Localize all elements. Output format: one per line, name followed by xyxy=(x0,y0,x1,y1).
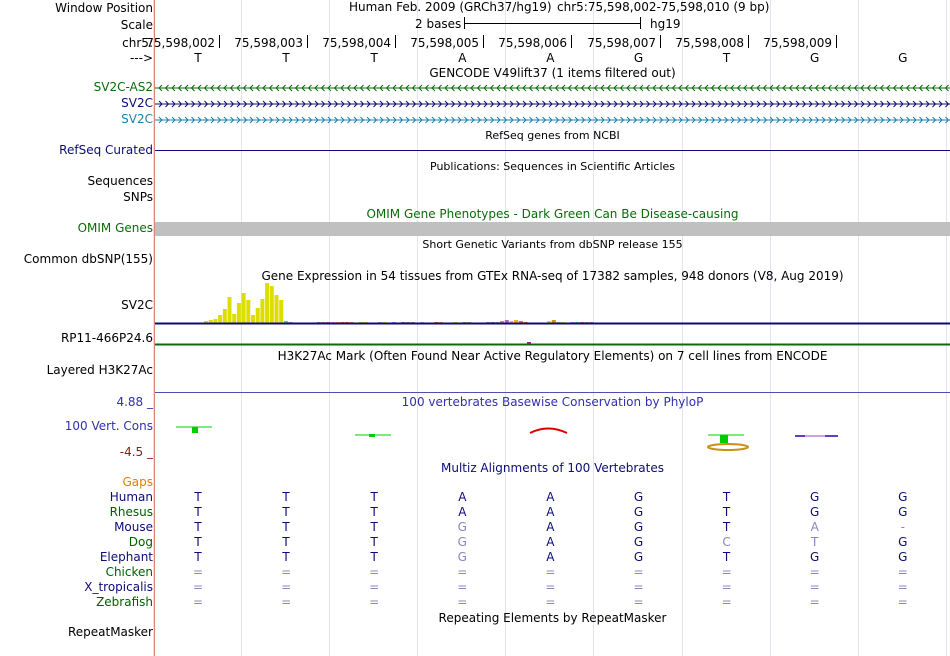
repeatmasker-track-title[interactable]: Repeating Elements by RepeatMasker xyxy=(438,611,667,625)
multiz-base: = xyxy=(809,565,820,579)
position-readout: chr5:75,598,002-75,598,010 (9 bp) xyxy=(557,0,770,14)
refseq-label[interactable]: RefSeq Curated xyxy=(59,143,153,157)
multiz-base: G xyxy=(898,535,908,549)
omim-label[interactable]: OMIM Genes xyxy=(77,221,153,235)
multiz-base: = xyxy=(369,595,380,609)
reference-base: T xyxy=(722,51,731,65)
multiz-base: G xyxy=(633,520,644,534)
ruler-tick xyxy=(660,35,661,48)
gtex-tissue-bar[interactable] xyxy=(270,286,274,323)
multiz-base: A xyxy=(546,535,555,549)
dbsnp-label[interactable]: Common dbSNP(155) xyxy=(23,252,153,266)
ruler-tick-label: 75,598,004 xyxy=(322,36,391,50)
phylop-track-title[interactable]: 100 vertebrates Basewise Conservation by PhyloP xyxy=(401,395,704,409)
ruler-tick xyxy=(748,35,749,48)
multiz-base: G xyxy=(898,550,908,564)
multiz-base: G xyxy=(633,535,644,549)
gtex-tissue-bar[interactable] xyxy=(223,309,227,323)
multiz-base: = xyxy=(192,595,204,609)
multiz-base: A xyxy=(546,505,555,519)
ruler-tick xyxy=(219,35,220,48)
multiz-base: = xyxy=(369,580,380,594)
gencode-gene-features[interactable] xyxy=(155,80,950,128)
ruler-tick xyxy=(395,35,396,48)
chrom-label: chr5: xyxy=(122,36,153,50)
phylop-min-label: -4.5 _ xyxy=(119,445,153,459)
publications-sequences-label[interactable]: Sequences xyxy=(87,174,153,188)
reference-base: T xyxy=(194,51,202,65)
gtex-track-title[interactable]: Gene Expression in 54 tissues from GTEx RNA-seq of 17382 samples, 948 donors (V8, Aug 2019) xyxy=(261,269,844,283)
h3k27ac-track-title[interactable]: H3K27Ac Mark (Often Found Near Active Regulatory Elements) on 7 cell lines from ENCODE xyxy=(277,349,828,363)
gtex-tissue-bar[interactable] xyxy=(228,297,232,323)
multiz-base: T xyxy=(282,535,290,549)
multiz-base: C xyxy=(722,535,731,549)
base-gridline xyxy=(153,0,154,656)
multiz-base: = xyxy=(897,595,908,609)
reference-base: T xyxy=(282,51,290,65)
repeatmasker-label[interactable]: RepeatMasker xyxy=(67,625,153,639)
reference-base: G xyxy=(633,51,644,65)
multiz-base: G xyxy=(810,490,820,504)
reference-base: A xyxy=(546,51,555,65)
multiz-base: A xyxy=(458,505,467,519)
multiz-base: = xyxy=(281,565,292,579)
multiz-base: G xyxy=(633,505,644,519)
multiz-base: = xyxy=(281,595,292,609)
reference-base: G xyxy=(810,51,820,65)
multiz-base: = xyxy=(809,580,820,594)
multiz-base: T xyxy=(722,520,731,534)
gtex-tissue-bar[interactable] xyxy=(232,314,236,323)
gtex-tissue-bar[interactable] xyxy=(279,300,283,323)
multiz-base: T xyxy=(194,505,202,519)
gtex-tissue-bar[interactable] xyxy=(242,293,246,323)
multiz-base: - xyxy=(900,520,905,534)
multiz-base: T xyxy=(370,490,378,504)
multiz-species-label[interactable]: Dog xyxy=(128,535,153,549)
multiz-base: G xyxy=(810,550,820,564)
ruler-tick xyxy=(307,35,308,48)
multiz-base: G xyxy=(633,490,644,504)
multiz-base: = xyxy=(809,595,820,609)
gtex-tissue-bar[interactable] xyxy=(275,295,279,323)
reference-base: G xyxy=(898,51,908,65)
gtex-tissue-bar[interactable] xyxy=(218,315,222,323)
multiz-base: = xyxy=(721,595,732,609)
multiz-base: T xyxy=(722,490,731,504)
multiz-base: G xyxy=(810,505,820,519)
gtex-sv2c-label[interactable]: SV2C xyxy=(121,298,153,312)
multiz-track-title[interactable]: Multiz Alignments of 100 Vertebrates xyxy=(440,461,665,475)
multiz-base: = xyxy=(369,565,380,579)
gene-label-sv2c[interactable]: SV2C xyxy=(121,96,153,110)
multiz-base: G xyxy=(898,505,908,519)
multiz-base: = xyxy=(721,580,732,594)
assembly-title: Human Feb. 2009 (GRCh37/hg19) xyxy=(349,0,552,14)
multiz-base: T xyxy=(811,535,819,549)
phylop-conservation-plot[interactable] xyxy=(155,420,950,456)
ruler-tick-label: 75,598,006 xyxy=(498,36,567,50)
multiz-species-label[interactable]: Chicken xyxy=(105,565,153,579)
h3k27ac-label[interactable]: Layered H3K27Ac xyxy=(46,363,153,377)
multiz-base: T xyxy=(194,490,202,504)
gtex-tissue-bar[interactable] xyxy=(260,299,264,323)
window-position-label: Window Position xyxy=(55,1,153,15)
multiz-species-label[interactable]: Mouse xyxy=(114,520,153,534)
multiz-base: A xyxy=(546,490,555,504)
ruler-tick-label: 75,598,009 xyxy=(763,36,832,50)
multiz-base: = xyxy=(897,580,908,594)
multiz-base: G xyxy=(898,490,908,504)
multiz-base: T xyxy=(370,550,378,564)
scale-label: Scale xyxy=(120,18,153,32)
multiz-base: = xyxy=(457,580,468,594)
scale-db: hg19 xyxy=(650,17,681,31)
multiz-base: = xyxy=(457,565,468,579)
multiz-species-label[interactable]: Zebrafish xyxy=(96,595,153,609)
multiz-species-label[interactable]: X_tropicalis xyxy=(84,580,153,594)
multiz-base: T xyxy=(194,520,202,534)
publications-track-title[interactable]: Publications: Sequences in Scientific Articles xyxy=(430,160,675,173)
refseq-gene-line[interactable] xyxy=(155,150,950,151)
gencode-track-title[interactable]: GENCODE V49lift37 (1 items filtered out) xyxy=(429,66,676,80)
gtex-tissue-bar[interactable] xyxy=(265,283,269,323)
phylop-label[interactable]: 100 Vert. Cons xyxy=(64,419,153,433)
gtex-tissue-bar[interactable] xyxy=(237,303,241,323)
phylop-max-label: 4.88 _ xyxy=(116,395,153,409)
multiz-base: T xyxy=(282,550,290,564)
gtex-tissue-bar[interactable] xyxy=(256,308,260,323)
scale-bar xyxy=(464,17,641,29)
multiz-base: A xyxy=(458,490,467,504)
multiz-base: T xyxy=(370,520,378,534)
reference-base: A xyxy=(458,51,467,65)
multiz-base: = xyxy=(721,565,732,579)
omim-track-title[interactable]: OMIM Gene Phenotypes - Dark Green Can Be Disease-causing xyxy=(366,207,739,221)
gtex-tissue-bar[interactable] xyxy=(246,300,250,323)
multiz-base: = xyxy=(897,565,908,579)
multiz-base: G xyxy=(457,520,467,534)
multiz-base: = xyxy=(633,595,644,609)
scale-text: 2 bases xyxy=(415,17,462,31)
multiz-base: T xyxy=(370,535,378,549)
gtex-tissue-bar[interactable] xyxy=(251,315,255,323)
multiz-base: A xyxy=(546,520,555,534)
ruler-tick-label: 75,598,002 xyxy=(146,36,215,50)
refseq-track-title[interactable]: RefSeq genes from NCBI xyxy=(485,129,620,142)
omim-phenotype-bar[interactable] xyxy=(155,222,950,236)
multiz-base: = xyxy=(281,580,292,594)
gene-label-sv2c-alt[interactable]: SV2C xyxy=(121,112,153,126)
reference-base: T xyxy=(370,51,378,65)
strand-label: ---> xyxy=(129,51,153,65)
ruler-tick-label: 75,598,007 xyxy=(587,36,656,50)
multiz-base: T xyxy=(282,490,290,504)
multiz-base: T xyxy=(722,550,731,564)
multiz-base: T xyxy=(282,505,290,519)
publications-snps-label[interactable]: SNPs xyxy=(123,190,153,204)
multiz-base: T xyxy=(722,505,731,519)
multiz-base: T xyxy=(370,505,378,519)
gtex-tissue-bar[interactable] xyxy=(213,319,217,323)
multiz-base: = xyxy=(457,595,468,609)
gene-label-sv2c-as2[interactable]: SV2C-AS2 xyxy=(93,80,153,94)
multiz-base: G xyxy=(457,550,467,564)
multiz-gaps-label[interactable]: Gaps xyxy=(122,475,153,489)
multiz-species-label[interactable]: Rhesus xyxy=(109,505,153,519)
multiz-base: = xyxy=(192,580,204,594)
multiz-base: = xyxy=(545,580,556,594)
multiz-base: G xyxy=(633,550,644,564)
ruler-tick-label: 75,598,008 xyxy=(675,36,744,50)
ruler-tick-label: 75,598,005 xyxy=(410,36,479,50)
dbsnp-track-title[interactable]: Short Genetic Variants from dbSNP release 155 xyxy=(422,238,683,251)
multiz-species-label[interactable]: Human xyxy=(109,490,153,504)
ruler-tick xyxy=(571,35,572,48)
ruler-tick xyxy=(836,35,837,48)
multiz-base: T xyxy=(194,550,202,564)
multiz-base: T xyxy=(194,535,202,549)
multiz-base: = xyxy=(633,580,644,594)
multiz-base: = xyxy=(633,565,644,579)
multiz-base: A xyxy=(810,520,819,534)
multiz-species-label[interactable]: Elephant xyxy=(99,550,153,564)
multiz-base: = xyxy=(545,595,556,609)
gtex-expression-plot[interactable] xyxy=(155,283,950,347)
multiz-base: G xyxy=(457,535,467,549)
ruler-tick xyxy=(483,35,484,48)
h3k27ac-baseline xyxy=(155,392,950,393)
multiz-base: = xyxy=(192,565,204,579)
gtex-rp11-label[interactable]: RP11-466P24.6 xyxy=(60,331,153,345)
multiz-base: T xyxy=(282,520,290,534)
multiz-base: A xyxy=(546,550,555,564)
multiz-base: = xyxy=(545,565,556,579)
ruler-tick-label: 75,598,003 xyxy=(234,36,303,50)
